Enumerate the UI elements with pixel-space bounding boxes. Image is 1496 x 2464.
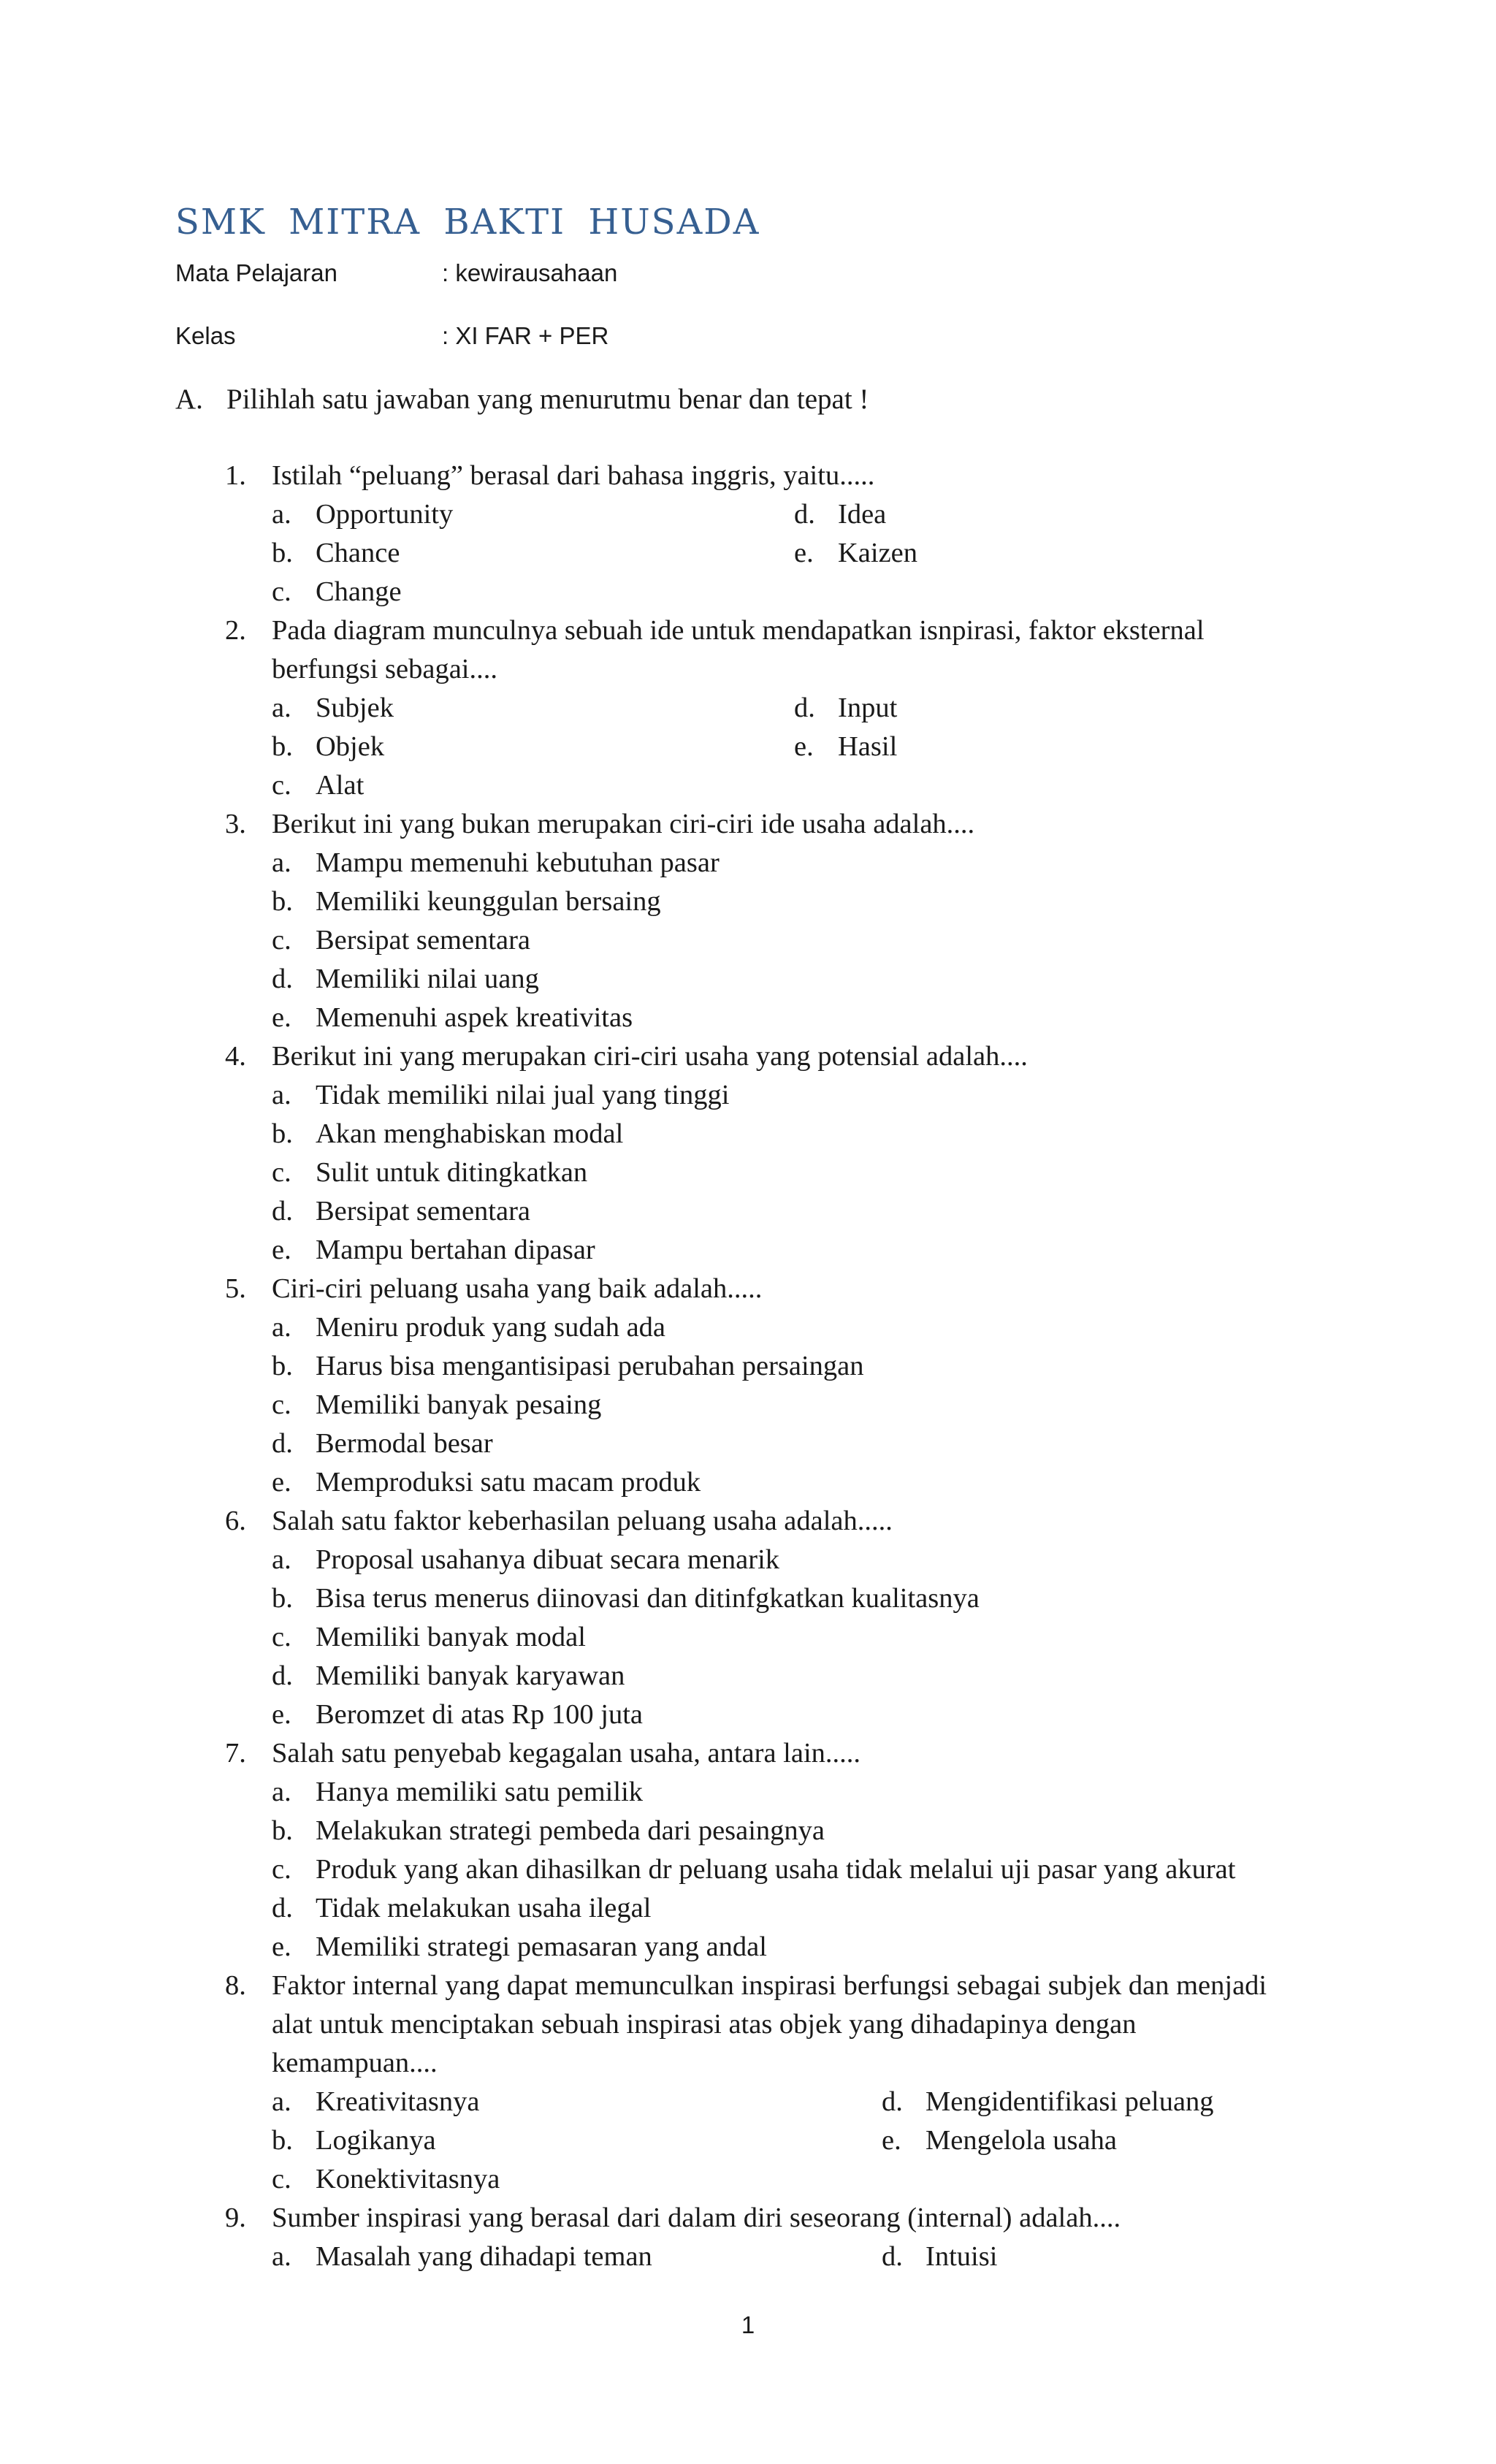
question-text: berfungsi sebagai....	[272, 654, 497, 684]
option-letter: b.	[272, 538, 293, 568]
option-letter: d.	[882, 2086, 903, 2117]
option-text: Chance	[316, 538, 400, 568]
question-line	[0, 2044, 1496, 2083]
option-row	[0, 1618, 1496, 1657]
option-text: Opportunity	[316, 499, 454, 530]
question-item	[0, 611, 1496, 805]
option-letter: a.	[272, 2241, 291, 2272]
option-row	[0, 1115, 1496, 1153]
option-row	[0, 1579, 1496, 1618]
option-letter: e.	[272, 1002, 291, 1033]
option-row	[0, 1657, 1496, 1696]
question-item	[0, 2199, 1496, 2276]
option-letter: b.	[272, 1118, 293, 1149]
option-row	[0, 534, 1496, 573]
option-row	[0, 1076, 1496, 1115]
option-letter: e.	[272, 1931, 291, 1962]
option-letter: b.	[272, 2125, 293, 2156]
option-text: Memproduksi satu macam produk	[316, 1467, 701, 1498]
option-row	[0, 1424, 1496, 1463]
question-item	[0, 1270, 1496, 1502]
question-line	[0, 805, 1496, 844]
option-letter: d.	[272, 1893, 293, 1923]
option-row	[0, 766, 1496, 805]
option-row	[0, 1696, 1496, 1734]
question-number: 9.	[225, 2202, 246, 2233]
option-text: Memiliki keunggulan bersaing	[316, 886, 661, 917]
question-line	[0, 611, 1496, 650]
option-text: Mampu memenuhi kebutuhan pasar	[316, 847, 720, 878]
question-number: 7.	[225, 1738, 246, 1769]
question-text: Sumber inspirasi yang berasal dari dalam diri seseorang (internal) adalah....	[272, 2202, 1121, 2233]
option-row	[0, 999, 1496, 1037]
option-row	[0, 882, 1496, 921]
option-row	[0, 1231, 1496, 1270]
question-line	[0, 1037, 1496, 1076]
option-letter: e.	[882, 2125, 901, 2156]
option-row	[0, 1928, 1496, 1967]
option-text: Beromzet di atas Rp 100 juta	[316, 1699, 643, 1730]
option-letter: d.	[272, 964, 293, 994]
question-line	[0, 650, 1496, 689]
question-text: Salah satu penyebab kegagalan usaha, antara lain.....	[272, 1738, 861, 1769]
option-letter: b.	[272, 1351, 293, 1381]
option-text: Memiliki banyak pesaing	[316, 1389, 602, 1420]
option-letter: b.	[272, 731, 293, 762]
option-row	[0, 1192, 1496, 1231]
option-letter: e.	[794, 538, 814, 568]
option-text: Kreativitasnya	[316, 2086, 480, 2117]
option-text: Tidak melakukan usaha ilegal	[316, 1893, 652, 1923]
question-text: Berikut ini yang merupakan ciri-ciri usaha yang potensial adalah....	[272, 1041, 1028, 1072]
question-item	[0, 1037, 1496, 1270]
option-row	[0, 1308, 1496, 1347]
option-text: Logikanya	[316, 2125, 436, 2156]
option-text: Tidak memiliki nilai jual yang tinggi	[316, 1080, 730, 1110]
section-letter: A.	[175, 384, 203, 415]
class-label: Kelas	[175, 322, 236, 349]
option-letter: d.	[272, 1196, 293, 1227]
option-row	[0, 1347, 1496, 1386]
question-line	[0, 457, 1496, 495]
option-letter: a.	[272, 1080, 291, 1110]
option-letter: d.	[794, 499, 815, 530]
question-text: Istilah “peluang” berasal dari bahasa inggris, yaitu.....	[272, 460, 875, 491]
option-letter: c.	[272, 576, 291, 607]
subject-value: : kewirausahaan	[442, 259, 618, 286]
option-row	[0, 1850, 1496, 1889]
option-text: Memiliki nilai uang	[316, 964, 539, 994]
option-letter: d.	[272, 1660, 293, 1691]
question-number: 6.	[225, 1506, 246, 1536]
option-letter: b.	[272, 1583, 293, 1614]
option-text: Bermodal besar	[316, 1428, 493, 1459]
option-letter: d.	[794, 693, 815, 723]
option-row	[0, 1889, 1496, 1928]
option-text: Idea	[838, 499, 887, 530]
option-row	[0, 1463, 1496, 1502]
question-text: Ciri-ciri peluang usaha yang baik adalah.....	[272, 1273, 763, 1304]
option-text: Mampu bertahan dipasar	[316, 1235, 595, 1265]
subject-label: Mata Pelajaran	[175, 259, 337, 286]
option-row	[0, 689, 1496, 728]
option-text: Hanya memiliki satu pemilik	[316, 1777, 644, 1807]
option-text: Memenuhi aspek kreativitas	[316, 1002, 633, 1033]
option-text: Kaizen	[838, 538, 918, 568]
option-letter: d.	[882, 2241, 903, 2272]
option-text: Akan menghabiskan modal	[316, 1118, 624, 1149]
option-letter: c.	[272, 1854, 291, 1885]
class-value: : XI FAR + PER	[442, 322, 609, 349]
question-item	[0, 805, 1496, 1037]
question-number: 3.	[225, 809, 246, 839]
option-letter: b.	[272, 1815, 293, 1846]
option-row	[0, 1773, 1496, 1812]
option-letter: a.	[272, 1777, 291, 1807]
question-line	[0, 2005, 1496, 2044]
question-number: 2.	[225, 615, 246, 646]
question-text: Berikut ini yang bukan merupakan ciri-ciri ide usaha adalah....	[272, 809, 975, 839]
question-text: Pada diagram munculnya sebuah ide untuk mendapatkan isnpirasi, faktor eksternal	[272, 615, 1205, 646]
option-letter: e.	[272, 1467, 291, 1498]
option-row	[0, 2083, 1496, 2121]
option-row	[0, 2238, 1496, 2276]
option-text: Mengelola usaha	[926, 2125, 1117, 2156]
option-text: Produk yang akan dihasilkan dr peluang usaha tidak melalui uji pasar yang akurat	[316, 1854, 1236, 1885]
option-row	[0, 921, 1496, 960]
option-letter: c.	[272, 1389, 291, 1420]
question-text: Salah satu faktor keberhasilan peluang usaha adalah.....	[272, 1506, 893, 1536]
option-row	[0, 573, 1496, 611]
option-row	[0, 1812, 1496, 1850]
option-row	[0, 844, 1496, 882]
option-text: Subjek	[316, 693, 394, 723]
question-item	[0, 1734, 1496, 1967]
option-text: Input	[838, 693, 898, 723]
option-text: Mengidentifikasi peluang	[926, 2086, 1214, 2117]
question-item	[0, 457, 1496, 611]
page-number: 1	[741, 2311, 755, 2338]
option-text: Memiliki banyak karyawan	[316, 1660, 625, 1691]
option-letter: c.	[272, 770, 291, 801]
question-line	[0, 1734, 1496, 1773]
section-instruction: Pilihlah satu jawaban yang menurutmu benar dan tepat !	[226, 384, 869, 415]
option-letter: c.	[272, 925, 291, 956]
option-row	[0, 960, 1496, 999]
question-number: 1.	[225, 460, 246, 491]
option-letter: e.	[272, 1235, 291, 1265]
option-text: Change	[316, 576, 402, 607]
option-row	[0, 2160, 1496, 2199]
option-text: Masalah yang dihadapi teman	[316, 2241, 652, 2272]
option-row	[0, 1386, 1496, 1424]
question-number: 4.	[225, 1041, 246, 1072]
option-letter: e.	[272, 1699, 291, 1730]
option-text: Bersipat sementara	[316, 1196, 530, 1227]
option-row	[0, 2121, 1496, 2160]
option-text: Memiliki banyak modal	[316, 1622, 586, 1652]
option-text: Bersipat sementara	[316, 925, 530, 956]
option-row	[0, 1153, 1496, 1192]
question-line	[0, 1270, 1496, 1308]
option-letter: a.	[272, 847, 291, 878]
question-line	[0, 1967, 1496, 2005]
option-text: Sulit untuk ditingkatkan	[316, 1157, 588, 1188]
option-letter: c.	[272, 1157, 291, 1188]
option-letter: a.	[272, 2086, 291, 2117]
question-line	[0, 2199, 1496, 2238]
option-text: Objek	[316, 731, 385, 762]
option-text: Hasil	[838, 731, 898, 762]
school-title: SMK MITRA BAKTI HUSADA	[175, 202, 760, 243]
question-text: Faktor internal yang dapat memunculkan inspirasi berfungsi sebagai subjek dan menjadi	[272, 1970, 1267, 2001]
option-letter: a.	[272, 693, 291, 723]
question-item	[0, 1967, 1496, 2199]
option-letter: c.	[272, 2164, 291, 2194]
question-item	[0, 1502, 1496, 1734]
option-row	[0, 1541, 1496, 1579]
option-text: Intuisi	[926, 2241, 998, 2272]
option-text: Alat	[316, 770, 365, 801]
option-text: Harus bisa mengantisipasi perubahan persaingan	[316, 1351, 864, 1381]
option-row	[0, 728, 1496, 766]
option-letter: a.	[272, 1312, 291, 1343]
option-text: Memiliki strategi pemasaran yang andal	[316, 1931, 767, 1962]
option-text: Meniru produk yang sudah ada	[316, 1312, 665, 1343]
question-number: 8.	[225, 1970, 246, 2001]
option-letter: c.	[272, 1622, 291, 1652]
question-number: 5.	[225, 1273, 246, 1304]
option-letter: a.	[272, 1544, 291, 1575]
option-row	[0, 495, 1496, 534]
option-text: Bisa terus menerus diinovasi dan ditinfgkatkan kualitasnya	[316, 1583, 980, 1614]
option-letter: e.	[794, 731, 814, 762]
option-text: Proposal usahanya dibuat secara menarik	[316, 1544, 780, 1575]
question-list	[0, 457, 1496, 2276]
question-text: alat untuk menciptakan sebuah inspirasi atas objek yang dihadapinya dengan	[272, 2009, 1137, 2040]
question-text: kemampuan....	[272, 2048, 438, 2078]
option-letter: d.	[272, 1428, 293, 1459]
option-text: Melakukan strategi pembeda dari pesaingnya	[316, 1815, 825, 1846]
option-letter: a.	[272, 499, 291, 530]
question-line	[0, 1502, 1496, 1541]
option-text: Konektivitasnya	[316, 2164, 500, 2194]
option-letter: b.	[272, 886, 293, 917]
